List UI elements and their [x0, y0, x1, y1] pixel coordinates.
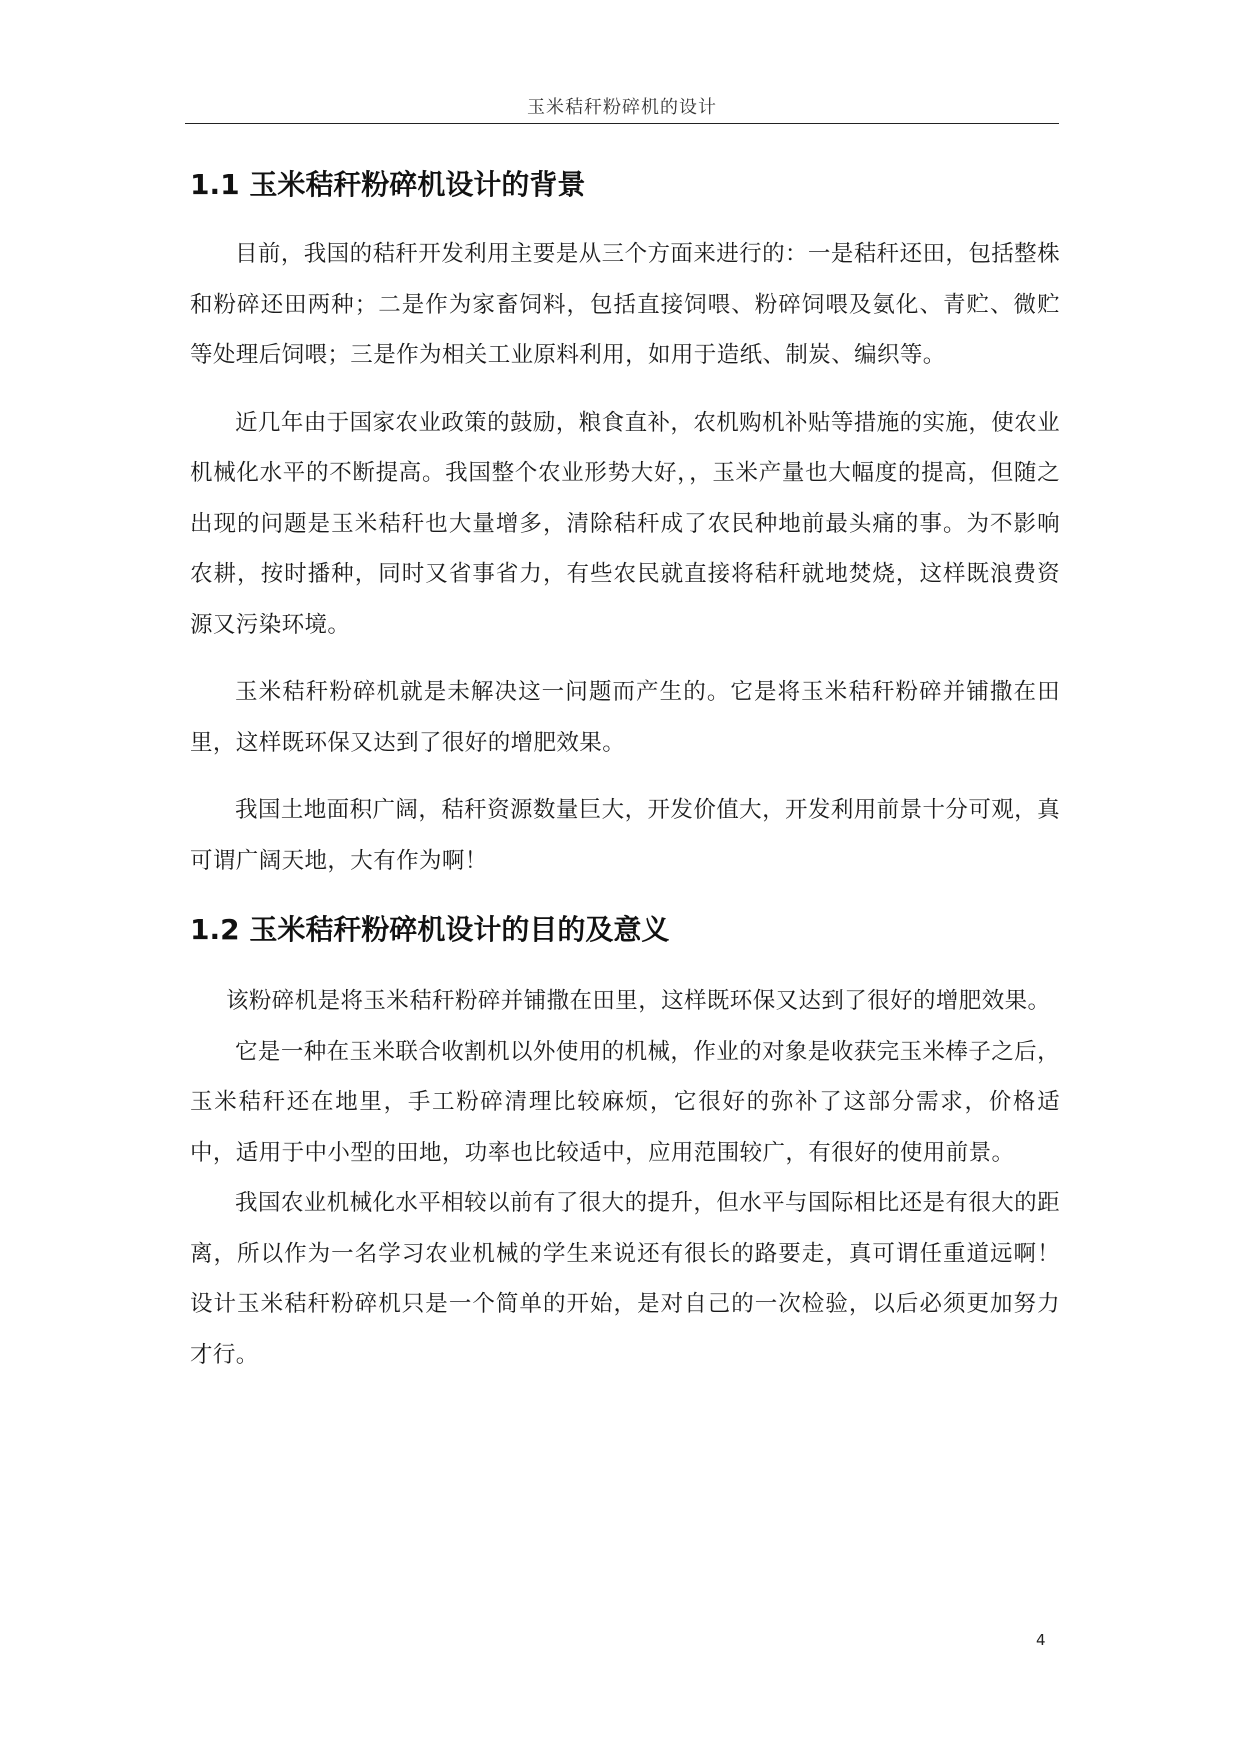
paragraph: 该粉碎机是将玉米秸秆粉碎并铺撒在田里，这样既环保又达到了很好的增肥效果。 — [226, 988, 1051, 1014]
page-number: 4 — [1036, 1631, 1046, 1649]
section-heading-background: 1.1 玉米秸秆粉碎机设计的背景 — [190, 168, 586, 201]
paragraph: 它是一种在玉米联合收割机以外使用的机械，作业的对象是收获完玉米棒子之后，玉米秸秆还在地里，手工粉碎清理比较麻烦，它很好的弥补了这部分需求，价格适中，适用于中小型的田地，功率也比较适中，应用范围较广，有很好的使用前景。 — [190, 1038, 1060, 1166]
header-divider — [185, 123, 1059, 124]
running-header: 玉米秸秆粉碎机的设计 — [527, 97, 717, 118]
section-heading-purpose: 1.2 玉米秸秆粉碎机设计的目的及意义 — [190, 913, 670, 946]
paragraph: 我国农业机械化水平相较以前有了很大的提升，但水平与国际相比还是有很大的距离，所以作为一名学习农业机械的学生来说还有很长的路要走，真可谓任重道远啊！设计玉米秸秆粉碎机只是一个简单的开始，是对自己的一次检验，以后必须更加努力才行。 — [190, 1190, 1060, 1368]
page-body — [190, 155, 1060, 1380]
paragraph: 近几年由于国家农业政策的鼓励，粮食直补，农机购机补贴等措施的实施，使农业机械化水平的不断提高。我国整个农业形势大好，，玉米产量也大幅度的提高，但随之出现的问题是玉米秸秆也大量增多，清除秸秆成了农民种地前最头痛的事。为不影响农耕，按时播种，同时又省事省力，有些农民就直接将秸秆就地焚烧，这样既浪费资源又污染环境。 — [190, 409, 1060, 638]
paragraph: 我国土地面积广阔，秸秆资源数量巨大，开发价值大，开发利用前景十分可观，真可谓广阔天地，大有作为啊！ — [190, 797, 1060, 874]
paragraph: 目前，我国的秸秆开发利用主要是从三个方面来进行的：一是秸秆还田，包括整株和粉碎还田两种；二是作为家畜饲料，包括直接饲喂、粉碎饲喂及氨化、青贮、微贮等处理后饲喂；三是作为相关工业原料利用，如用于造纸、制炭、编织等。 — [190, 241, 1060, 368]
paragraph: 玉米秸秆粉碎机就是未解决这一问题而产生的。它是将玉米秸秆粉碎并铺撒在田里，这样既环保又达到了很好的增肥效果。 — [190, 679, 1060, 756]
